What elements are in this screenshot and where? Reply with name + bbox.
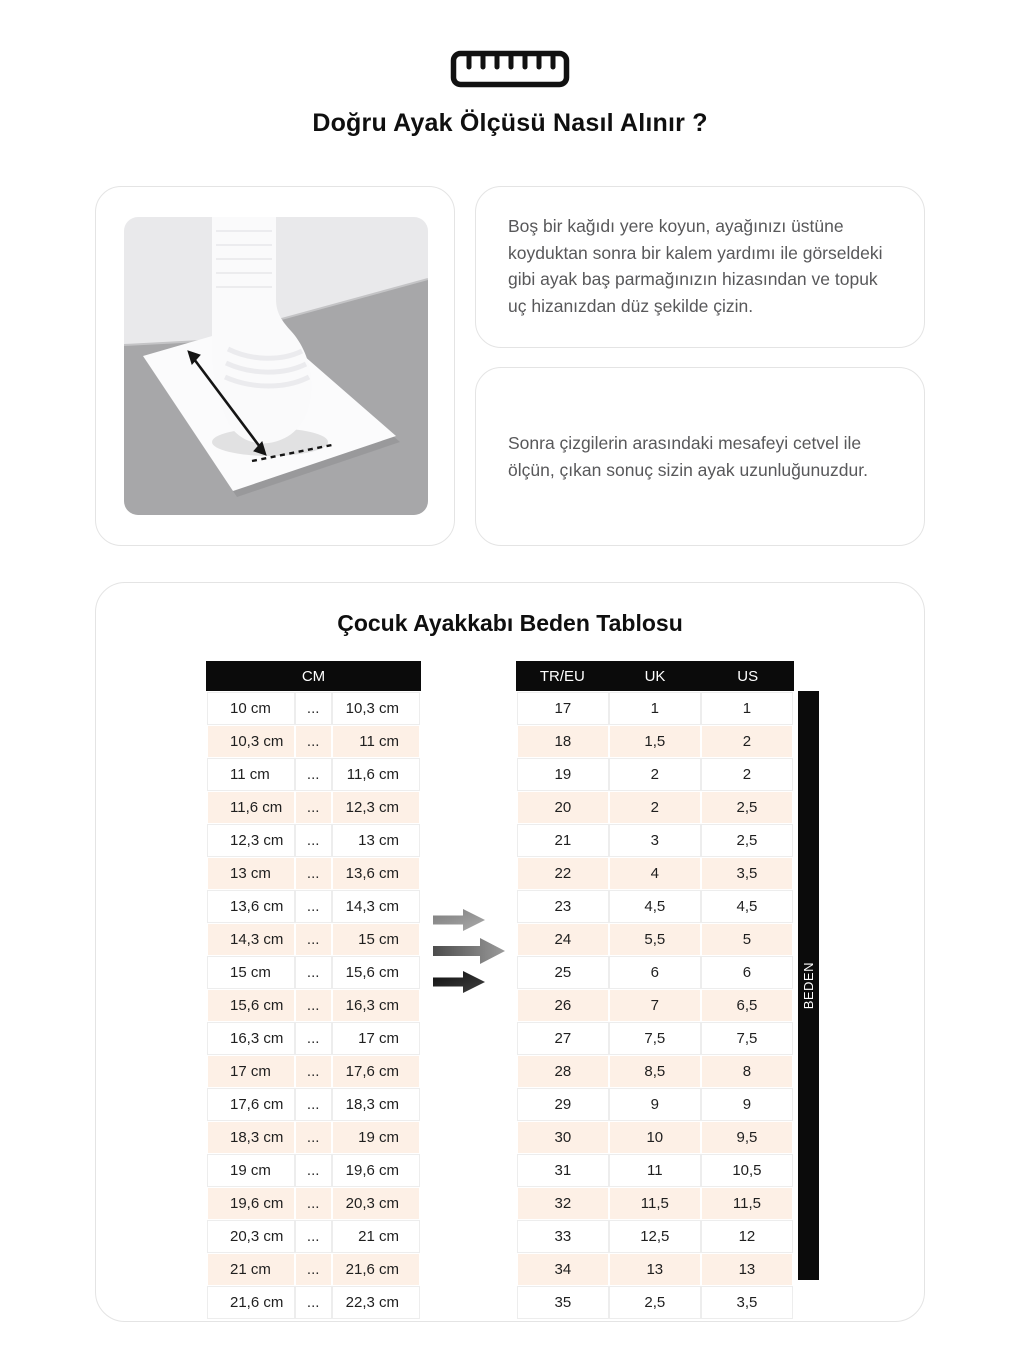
table-row: 18 1,5 2 [518,726,792,757]
table-row: 21 3 2,5 [518,825,792,856]
instruction-text-column [475,186,925,546]
size-section-title: Çocuk Ayakkabı Beden Tablosu [337,610,683,636]
size-table [516,661,794,1320]
arrow-right-icon [433,909,485,931]
page-title: Doğru Ayak Ölçüsü Nasıl Alınır ? [312,109,708,137]
size-table-header [516,661,794,691]
cm-header-label: CM [301,667,326,685]
beden-side-label-bar [798,691,819,1280]
instruction-step2-card [475,367,925,546]
table-row: 23 4,5 4,5 [518,891,792,922]
table-row: 10,3 cm ... 11 cm [208,726,419,757]
table-row: 26 7 6,5 [518,990,792,1021]
table-row: 30 10 9,5 [518,1122,792,1153]
table-row: 13,6 cm ... 14,3 cm [208,891,419,922]
table-row: 20 2 2,5 [518,792,792,823]
cm-table-header [206,661,421,691]
beden-label: BEDEN [801,961,816,1010]
size-table-section [95,582,925,1322]
cm-table [206,661,421,1320]
table-row: 17 cm ... 17,6 cm [208,1056,419,1087]
table-row: 13 cm ... 13,6 cm [208,858,419,889]
table-row: 15 cm ... 15,6 cm [208,957,419,988]
treu-header-label: TR/EU [539,667,585,685]
table-row: 21,6 cm ... 22,3 cm [208,1287,419,1318]
table-row: 33 12,5 12 [518,1221,792,1252]
arrow-right-icon [433,971,485,993]
table-row: 25 6 6 [518,957,792,988]
table-row: 24 5,5 5 [518,924,792,955]
foot-photo-card [95,186,455,546]
table-row: 21 cm ... 21,6 cm [208,1254,419,1285]
table-row: 27 7,5 7,5 [518,1023,792,1054]
foot-measurement-photo [124,217,428,515]
instruction-step2-text: Sonra çizgilerin arasındaki mesafeyi cetvel ile ölçün, çıkan sonuç sizin ayak uzunluğunuzdur. [508,432,868,480]
table-row: 31 11 10,5 [518,1155,792,1186]
table-row: 15,6 cm ... 16,3 cm [208,990,419,1021]
cm-table-body [208,693,419,1318]
table-row: 14,3 cm ... 15 cm [208,924,419,955]
instruction-step1-text: Boş bir kağıdı yere koyun, ayağınızı üstüne koyduktan sonra bir kalem yardımı ile görseldeki gibi ayak baş parmağınızın hizasından ve topuk uç hizanızdan düz şekilde çizin. [508,216,883,316]
table-row: 29 9 9 [518,1089,792,1120]
table-row: 34 13 13 [518,1254,792,1285]
table-row: 17,6 cm ... 18,3 cm [208,1089,419,1120]
instruction-step1-card [475,186,925,348]
arrow-spacer [421,661,516,1282]
table-row: 17 1 1 [518,693,792,724]
table-row: 35 2,5 3,5 [518,1287,792,1318]
table-row: 11 cm ... 11,6 cm [208,759,419,790]
table-row: 10 cm ... 10,3 cm [208,693,419,724]
arrow-right-icon [433,938,505,964]
uk-header-label: UK [644,667,666,685]
table-row: 19,6 cm ... 20,3 cm [208,1188,419,1219]
table-row: 32 11,5 11,5 [518,1188,792,1219]
ruler-icon [450,50,570,93]
table-row: 16,3 cm ... 17 cm [208,1023,419,1054]
table-row: 20,3 cm ... 21 cm [208,1221,419,1252]
table-row: 19 cm ... 19,6 cm [208,1155,419,1186]
table-row: 18,3 cm ... 19 cm [208,1122,419,1153]
conversion-arrows-icon [433,909,505,993]
header-icon-wrap [0,0,1020,93]
instruction-row [95,186,925,546]
size-table-body [518,693,792,1318]
size-tables-row [96,661,924,1320]
table-row: 28 8,5 8 [518,1056,792,1087]
table-row: 11,6 cm ... 12,3 cm [208,792,419,823]
table-row: 12,3 cm ... 13 cm [208,825,419,856]
table-row: 22 4 3,5 [518,858,792,889]
us-header-label: US [737,667,759,685]
table-row: 19 2 2 [518,759,792,790]
